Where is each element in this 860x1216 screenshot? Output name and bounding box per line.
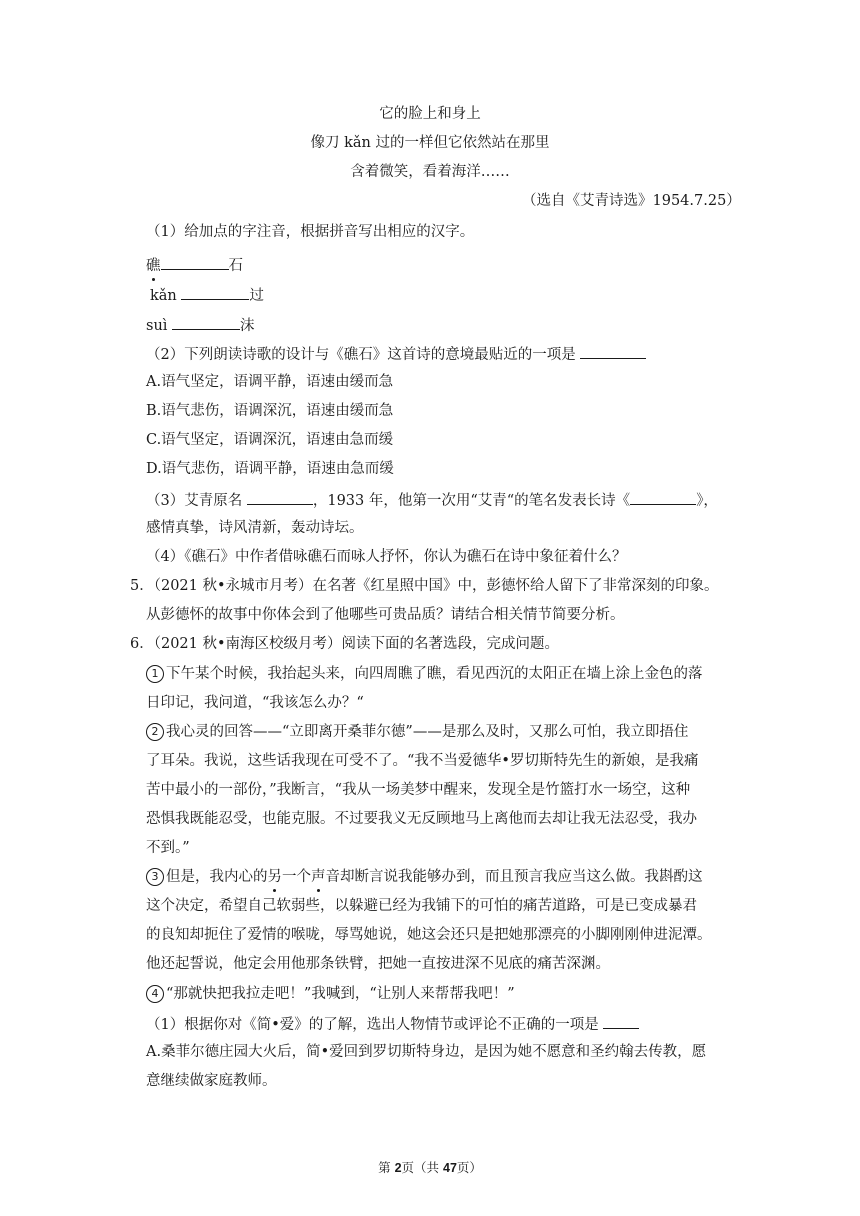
poem-line: 含着微笑，看着海洋…… (350, 164, 510, 180)
answer-blank[interactable] (181, 284, 249, 300)
question-5: 5．（2021 秋•永城市月考）在名著《红星照中国》中，彭德怀给人留下了非常深刻的印象。 (130, 578, 719, 594)
circled-number: 2 (146, 723, 164, 741)
paragraph-1: 日印记，我问道，“我该怎么办？“ (146, 695, 364, 711)
pinyin-item: 礁 石 (146, 254, 243, 276)
option-b: B.语气悲伤，语调深沉，语速由缓而急 (146, 403, 394, 419)
paragraph-3: 3 但是，我内心的另一个声音却断言说我能够办到，而且预言我应当这么做。我斟酌这 (146, 867, 703, 887)
question-text: （1）给加点的字注音，根据拼音写出相应的汉字。 (146, 224, 475, 240)
question-text: （1）根据你对《简•爱》的了解，选出人物情节或评论不正确的一项是 (146, 1013, 639, 1035)
option-d: D.语气悲伤，语调平静，语速由急而缓 (146, 461, 394, 477)
circled-number: 1 (146, 665, 164, 683)
paragraph-3: 他还起誓说，他定会用他那条铁臂，把她一直按进深不见底的痛苦深渊。 (146, 956, 610, 972)
answer-blank[interactable] (161, 254, 229, 270)
question-5: 从彭德怀的故事中你体会到了他哪些可贵品质？请结合相关情节简要分析。 (146, 607, 625, 623)
question-6: 6．（2021 秋•南海区校级月考）阅读下面的名著选段，完成问题。 (130, 636, 560, 652)
poem-source: （选自《艾青诗选》1954.7.25） (522, 193, 741, 209)
page-total: 47 (443, 1161, 457, 1175)
option-a: A.语气坚定，语调平静，语速由缓而急 (146, 374, 394, 390)
option-c: C.语气坚定，语调深沉，语速由急而缓 (146, 432, 394, 448)
dotted-char: 声 (311, 869, 326, 885)
poem-line: 它的脸上和身上 (379, 106, 481, 122)
pinyin-item: suì 沫 (146, 314, 255, 336)
dotted-char: 礁 (146, 258, 161, 274)
circled-number: 4 (146, 985, 164, 1003)
answer-blank[interactable] (630, 489, 696, 505)
option-a: 意继续做家庭教师。 (146, 1073, 277, 1089)
page-footer: 第 2页（共 47页） (378, 1160, 482, 1175)
paragraph-2: 2 我心灵的回答——“立即离开桑菲尔德”——是那么及时，又那么可怕，我立即捂住 (146, 722, 688, 742)
answer-blank[interactable] (247, 489, 313, 505)
question-text: （2）下列朗读诗歌的设计与《礁石》这首诗的意境最贴近的一项是 (146, 343, 646, 365)
paragraph-2: 不到。” (146, 840, 190, 856)
option-a: A.桑菲尔德庄园大火后，简•爱回到罗切斯特身边，是因为她不愿意和圣约翰去传教，愿 (146, 1044, 707, 1060)
answer-blank[interactable] (580, 343, 646, 359)
paragraph-1: 1 下午某个时候，我抬起头来，向四周瞧了瞧，看见西沉的太阳正在墙上涂上金色的落 (146, 664, 703, 684)
paragraph-3: 这个决定，希望自己软弱些，以躲避已经为我铺下的可怕的痛苦道路，可是已变成暴君 (146, 898, 697, 914)
answer-blank[interactable] (172, 314, 240, 330)
page-number: 2 (394, 1161, 402, 1175)
question-text: （4）《礁石》中作者借咏礁石而咏人抒怀，你认为礁石在诗中象征着什么？ (146, 549, 627, 565)
paragraph-2: 恐惧我既能忍受，也能克服。不过要我义无反顾地马上离他而去却让我无法忍受，我办 (146, 811, 697, 827)
paragraph-2: 苦中最小的一部份，”我断言，“我从一场美梦中醒来，发现全是竹篮打水一场空，这种 (146, 782, 691, 798)
circled-number: 3 (146, 868, 164, 886)
answer-blank[interactable] (603, 1013, 639, 1029)
question-text: 感情真挚，诗风清新，轰动诗坛。 (146, 520, 364, 536)
pinyin-item: kǎn 过 (150, 284, 264, 306)
question-text: （3）艾青原名 ，1933 年，他第一次用“艾青“的笔名发表长诗《 》， (146, 489, 718, 511)
paragraph-2: 了耳朵。我说，这些话我现在可受不了。“我不当爱德华•罗切斯特先生的新娘，是我痛 (146, 753, 699, 769)
paragraph-4: 4 “那就快把我拉走吧！”我喊到，“让别人来帮帮我吧！” (146, 984, 515, 1004)
dotted-char: 另 (267, 869, 282, 885)
poem-line: 像刀 kǎn 过的一样但它依然站在那里 (310, 135, 550, 151)
paragraph-3: 的良知却扼住了爱情的喉咙，辱骂她说，她这会还只是把她那漂亮的小脚刚刚伸进泥潭。 (146, 927, 712, 943)
